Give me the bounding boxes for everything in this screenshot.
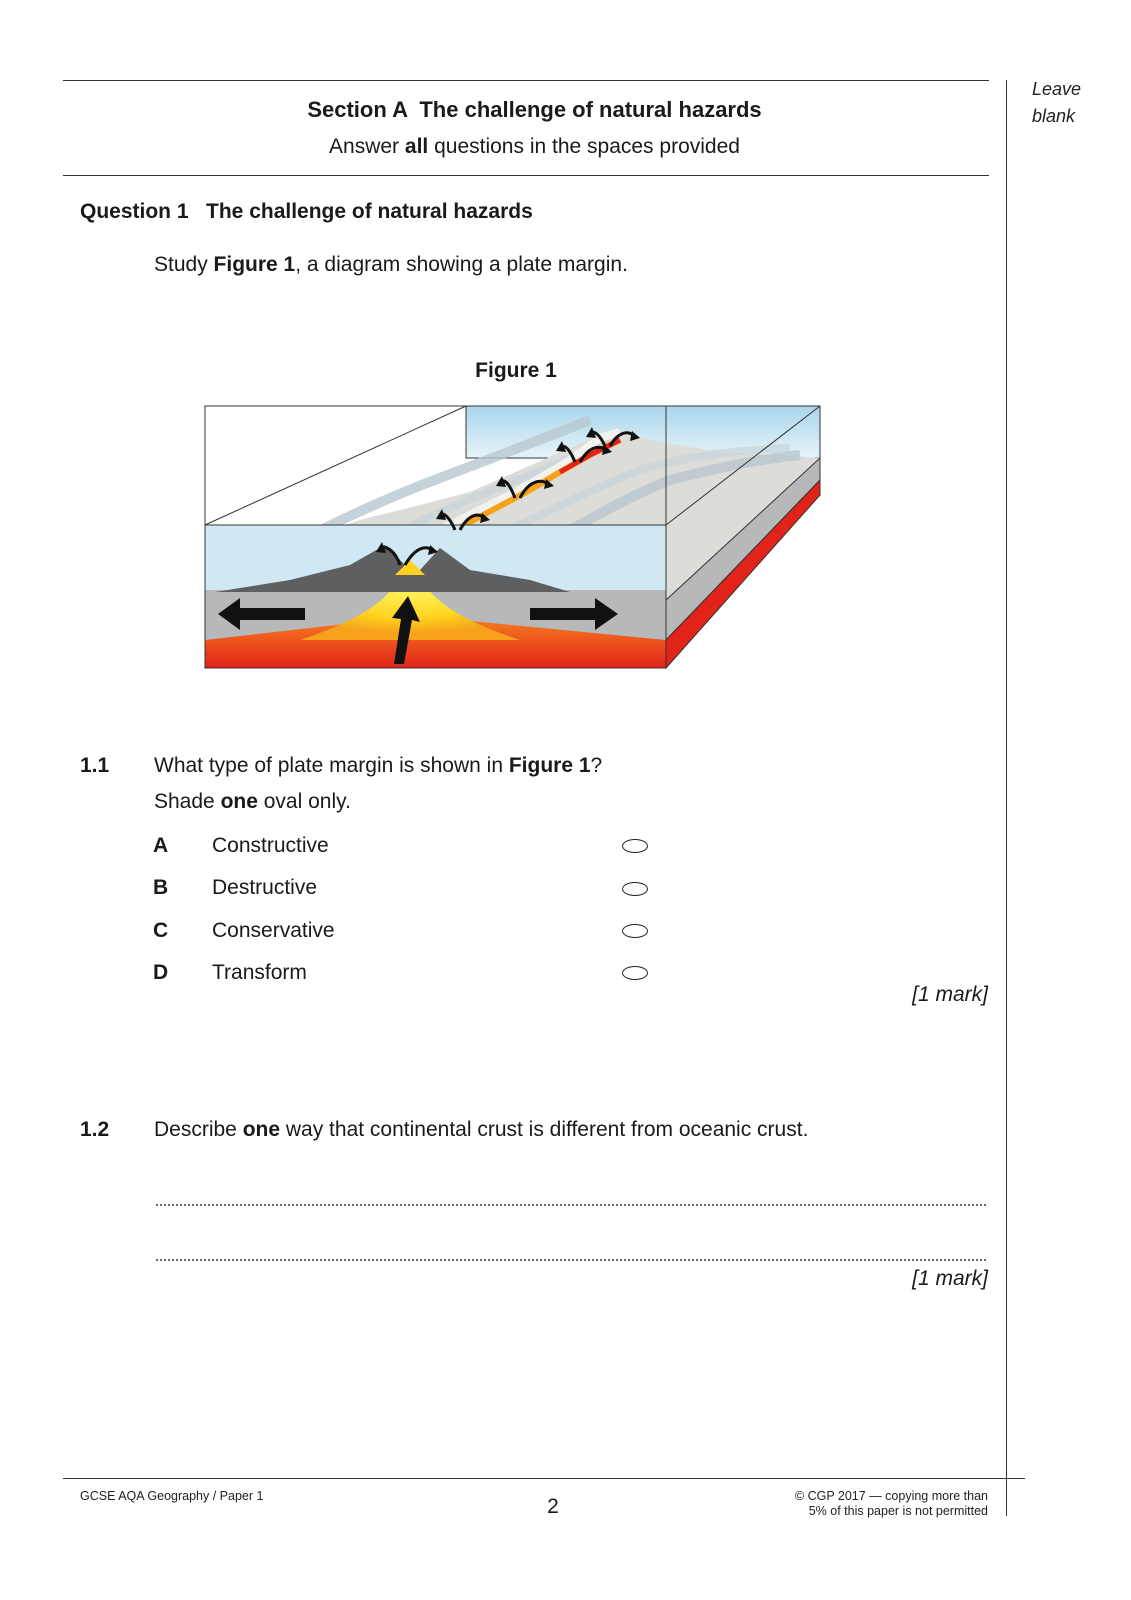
question-intro	[154, 253, 628, 277]
leave-line-2: blank	[1032, 106, 1076, 126]
option-a-label: Constructive	[212, 834, 329, 857]
q1-1-marks: [1 mark]	[912, 983, 988, 1006]
section-subtitle-post: questions in the spaces provided	[428, 135, 740, 158]
plate-margin-diagram	[200, 400, 826, 672]
option-c-oval[interactable]	[622, 924, 648, 938]
q1-1-text	[154, 754, 602, 778]
option-b-oval[interactable]	[622, 882, 648, 896]
q1-1-instr-bold: one	[220, 790, 258, 813]
page-number: 2	[547, 1495, 559, 1518]
q1-1-instr-pre: Shade	[154, 790, 221, 813]
intro-bold: Figure 1	[213, 253, 296, 276]
q1-1-text-pre: What type of plate margin is shown in	[154, 754, 509, 777]
q1-2-number: 1.2	[80, 1118, 110, 1141]
option-d-label: Transform	[212, 961, 307, 984]
section-subtitle-pre: Answer	[329, 135, 405, 158]
leave-blank-note	[1032, 76, 1081, 130]
q1-1-number: 1.1	[80, 754, 110, 777]
option-d-oval[interactable]	[622, 966, 648, 980]
q1-1-text-post: ?	[590, 754, 603, 777]
section-subtitle	[63, 135, 1006, 159]
footer-right-line-1: © CGP 2017 — copying more than	[794, 1489, 988, 1503]
q1-1-text-bold: Figure 1	[508, 754, 591, 777]
option-a-letter: A	[153, 834, 169, 857]
q1-2-text-post: way that continental crust is different from oceanic crust.	[280, 1118, 809, 1141]
option-c-letter: C	[153, 919, 169, 942]
q1-1-instruction	[154, 790, 351, 814]
question-heading: Question 1 The challenge of natural hazards	[80, 200, 533, 223]
q1-2-text-pre: Describe	[154, 1118, 243, 1141]
option-c-label: Conservative	[212, 919, 335, 942]
section-subtitle-bold: all	[404, 135, 429, 158]
top-rule	[63, 80, 989, 81]
q1-2-marks: [1 mark]	[912, 1267, 988, 1290]
option-a-oval[interactable]	[622, 839, 648, 853]
margin-rule	[1006, 80, 1007, 1516]
footer-left: GCSE AQA Geography / Paper 1	[80, 1489, 264, 1503]
section-title: Section A The challenge of natural hazards	[307, 97, 762, 122]
answer-line-2[interactable]	[155, 1258, 987, 1262]
footer-right	[700, 1489, 988, 1519]
section-bottom-rule	[63, 175, 989, 176]
leave-line-1: Leave	[1032, 79, 1082, 99]
footer-right-line-2: 5% of this paper is not permitted	[808, 1504, 988, 1518]
figure-title: Figure 1	[475, 359, 557, 382]
option-b-label: Destructive	[212, 876, 318, 899]
option-b-letter: B	[153, 876, 169, 899]
q1-2-text	[154, 1118, 808, 1142]
intro-post: , a diagram showing a plate margin.	[295, 253, 628, 276]
footer-rule	[63, 1478, 1025, 1479]
q1-2-text-bold: one	[242, 1118, 281, 1141]
answer-line-1[interactable]	[155, 1203, 987, 1207]
q1-1-instr-post: oval only.	[257, 790, 351, 813]
option-d-letter: D	[153, 961, 169, 984]
intro-pre: Study	[154, 253, 214, 276]
